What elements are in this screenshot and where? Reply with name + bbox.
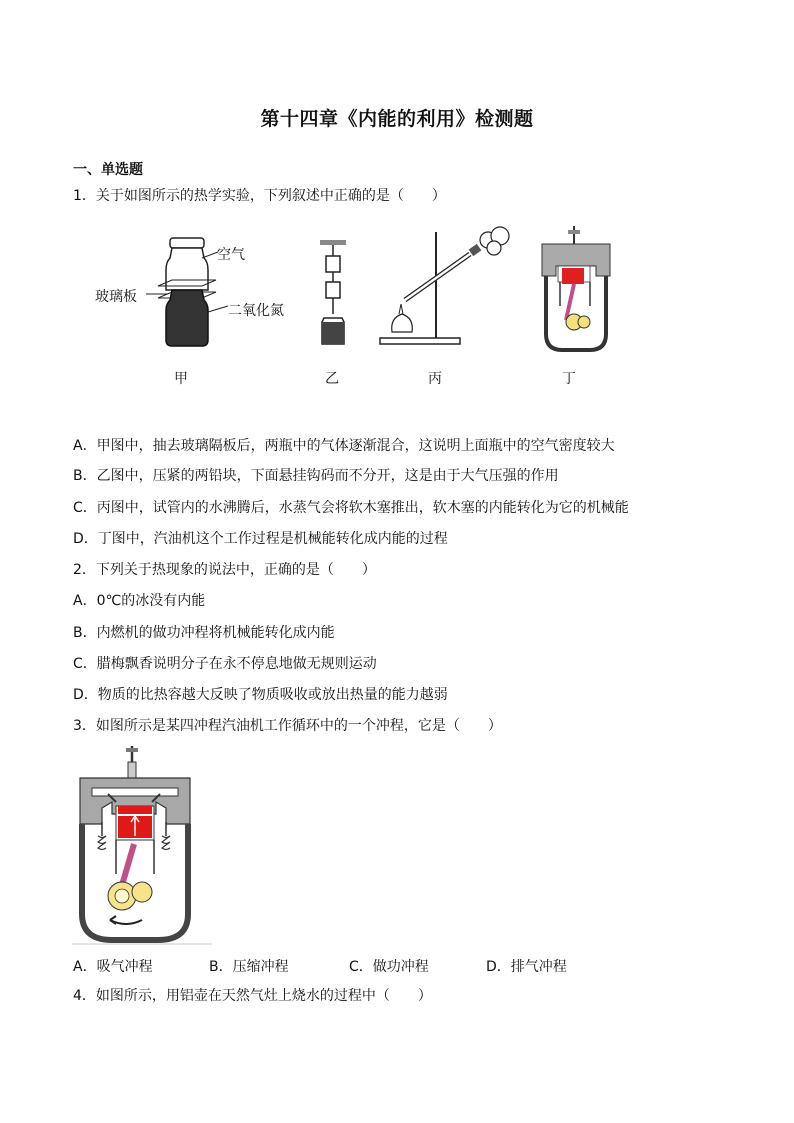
label-nitrogen-dioxide: 二氧化氮 [228, 303, 284, 319]
panel-label-ding: 丁 [562, 371, 576, 387]
label-glass-plate: 玻璃板 [95, 289, 137, 305]
q3-option-c: C．做功冲程 [349, 959, 429, 975]
page-title: 第十四章《内能的利用》检测题 [260, 108, 534, 130]
q2-option-b: B．内燃机的做功冲程将机械能转化成内能 [73, 625, 335, 641]
label-air: 空气 [217, 247, 245, 263]
section-heading: 一、单选题 [73, 162, 143, 178]
q3-option-b: B．压缩冲程 [209, 959, 289, 975]
q2-option-d: D．物质的比热容越大反映了物质吸收或放出热量的能力越弱 [73, 687, 448, 703]
q2-option-a: A．0℃的冰没有内能 [73, 593, 206, 609]
panel-label-yi: 乙 [325, 371, 339, 387]
question-2-stem: 2．下列关于热现象的说法中，正确的是（ ） [73, 562, 376, 578]
lead-blocks-diagram [320, 240, 346, 344]
q1-option-d: D．丁图中，汽油机这个工作过程是机械能转化成内能的过程 [73, 531, 448, 547]
q3-option-a: A．吸气冲程 [73, 959, 153, 975]
q1-option-b: B．乙图中，压紧的两铅块，下面悬挂钩码而不分开，这是由于大气压强的作用 [73, 468, 559, 484]
diffusion-bottles-diagram [146, 238, 228, 346]
question-1-stem: 1．关于如图所示的热学实验，下列叙述中正确的是（ ） [73, 188, 446, 204]
panel-label-jia: 甲 [174, 371, 188, 387]
q3-option-d: D．排气冲程 [486, 959, 567, 975]
q1-option-c: C．丙图中，试管内的水沸腾后，水蒸气会将软木塞推出，软木塞的内能转化为它的机械能 [73, 500, 629, 516]
test-tube-heating-diagram [380, 227, 509, 344]
panel-label-bing: 丙 [428, 371, 442, 387]
question-1-figure [90, 222, 630, 392]
q2-option-c: C．腊梅飘香说明分子在永不停息地做无规则运动 [73, 656, 377, 672]
q1-option-a: A．甲图中，抽去玻璃隔板后，两瓶中的气体逐渐混合，这说明上面瓶中的空气密度较大 [73, 438, 615, 454]
question-4-stem: 4．如图所示，用铝壶在天然气灶上烧水的过程中（ ） [73, 988, 432, 1004]
engine-diagram-small [542, 226, 610, 350]
question-3-stem: 3．如图所示是某四冲程汽油机工作循环中的一个冲程，它是（ ） [73, 718, 502, 734]
engine-diagram-large [72, 744, 212, 946]
